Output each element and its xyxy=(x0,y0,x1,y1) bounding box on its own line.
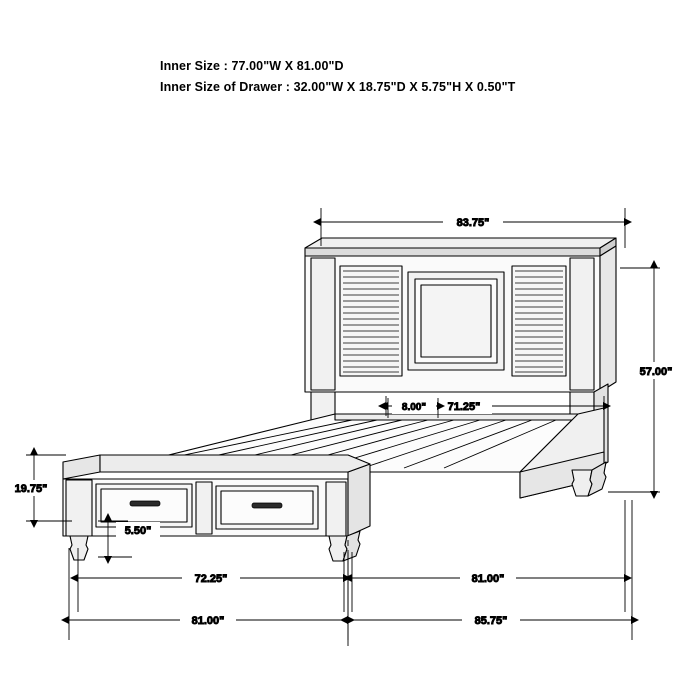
label-side-length: 81.00" xyxy=(471,573,505,585)
label-footboard-width: 72.25" xyxy=(194,573,228,585)
dim-side-length xyxy=(352,500,625,612)
dim-footboard-width xyxy=(78,548,344,612)
footboard xyxy=(63,455,370,561)
dim-headboard-height xyxy=(608,268,682,492)
label-overall-width: 81.00" xyxy=(191,615,225,627)
label-footboard-height: 19.75" xyxy=(14,483,48,495)
dim-overall-width xyxy=(69,548,348,640)
spec-inner-size-drawer: Inner Size of Drawer : 32.00"W X 18.75"D X 5.75"H X 0.50"T xyxy=(160,80,516,94)
label-rail-inner-width: 71.25" xyxy=(447,401,481,413)
label-headboard-height: 57.00" xyxy=(639,366,673,378)
label-overall-length: 85.75" xyxy=(474,615,508,627)
bed-illustration xyxy=(63,238,616,561)
dim-footboard-height xyxy=(6,455,72,521)
spec-inner-size: Inner Size : 77.00"W X 81.00"D xyxy=(160,59,344,73)
label-slat-gap: 8.00" xyxy=(401,402,427,413)
label-clearance: 5.50" xyxy=(124,525,152,537)
label-headboard-width: 83.75" xyxy=(456,217,490,229)
